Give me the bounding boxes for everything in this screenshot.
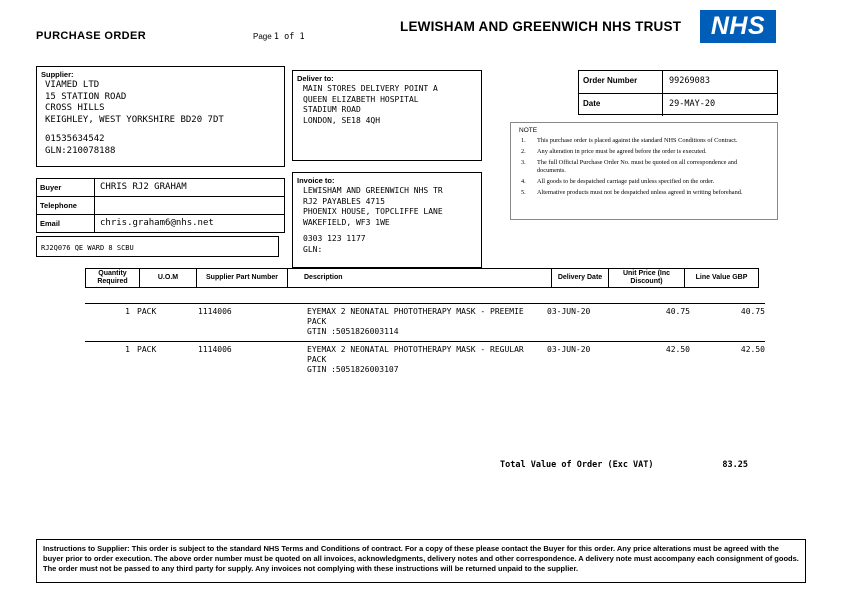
buyer-label: Buyer xyxy=(37,179,95,196)
total-label: Total Value of Order (Exc VAT) xyxy=(500,460,654,470)
order-number-label: Order Number xyxy=(579,71,663,93)
note-item-text: All goods to be despatched carriage paid unless specified on the order. xyxy=(537,177,715,185)
item-description: EYEMAX 2 NEONATAL PHOTOTHERAPY MASK - REGULAR PACK xyxy=(307,345,524,364)
header-quantity: Quantity Required xyxy=(85,268,140,288)
telephone-label: Telephone xyxy=(37,197,95,214)
header-uom: U.O.M xyxy=(139,268,197,288)
supplier-gln: GLN:210078188 xyxy=(45,145,116,156)
buyer-row xyxy=(36,178,285,197)
invoice-line: LEWISHAM AND GREENWICH NHS TR xyxy=(303,186,443,195)
email-value: chris.graham6@nhs.net xyxy=(100,218,214,228)
invoice-gln: GLN: xyxy=(303,244,323,254)
header-line-value: Line Value GBP xyxy=(684,268,759,288)
supplier-label: Supplier: xyxy=(41,70,74,79)
note-box xyxy=(510,122,778,220)
note-item-number: 1. xyxy=(521,137,526,144)
note-item xyxy=(521,178,777,186)
item-gtin: GTIN :5051826003107 xyxy=(307,365,399,374)
item-description: EYEMAX 2 NEONATAL PHOTOTHERAPY MASK - PREEMIE PACK xyxy=(307,307,524,326)
supplier-address-line: CROSS HILLS xyxy=(45,103,105,113)
supplier-address-line: VIAMED LTD xyxy=(45,80,100,90)
page-indicator xyxy=(253,32,305,42)
item-unit-price: 40.75 xyxy=(665,307,690,316)
header-description: Description xyxy=(287,268,552,288)
note-item xyxy=(521,148,777,156)
note-item xyxy=(521,189,777,197)
order-number-value: 99269083 xyxy=(669,76,710,86)
email-row xyxy=(36,214,285,233)
item-description-block xyxy=(307,345,535,375)
deliver-line: LONDON, SE18 4QH xyxy=(303,115,381,125)
page-value: 1 of 1 xyxy=(273,32,305,42)
invoice-line: WAKEFIELD, WF3 1WE xyxy=(303,217,390,227)
header-part-number: Supplier Part Number xyxy=(196,268,288,288)
note-item-text: This purchase order is placed against the standard NHS Conditions of Contract. xyxy=(537,137,738,144)
ward-code-box xyxy=(36,236,279,257)
invoice-to-label: Invoice to: xyxy=(297,176,335,185)
order-date-value: 29-MAY-20 xyxy=(669,99,716,109)
deliver-to-label: Deliver to: xyxy=(297,74,334,83)
item-gtin: GTIN :5051826003114 xyxy=(307,327,399,336)
order-date-row xyxy=(579,94,777,116)
supplier-address-line: KEIGHLEY, WEST YORKSHIRE BD20 7DT xyxy=(45,114,224,125)
note-title: NOTE xyxy=(519,127,538,134)
item-part-number: 1114006 xyxy=(198,345,232,354)
deliver-line: STADIUM ROAD xyxy=(303,105,361,114)
invoice-line: RJ2 PAYABLES 4715 xyxy=(303,196,385,206)
note-item-number: 4. xyxy=(521,177,526,185)
ward-code: RJ2Q076 QE WARD 8 SCBU xyxy=(41,244,134,252)
invoice-to-box xyxy=(292,172,482,268)
note-item-text: Alternative products must not be despatched unless agreed in writing beforehand. xyxy=(537,188,743,196)
note-item-number: 2. xyxy=(521,148,526,156)
header-unit-price: Unit Price (Inc Discount) xyxy=(608,268,685,288)
order-number-row xyxy=(579,71,777,94)
buyer-value: CHRIS RJ2 GRAHAM xyxy=(100,182,187,192)
supplier-instructions-text: Instructions to Supplier: This order is subject to the standard NHS Terms and Conditions of contract. For a copy of these please contact the Buyer for this order. Any price alterations must be agreed with the buyer prior to order execution. The above order number must be quoted on all invoices, acknowledgments, delivery notes and other correspondence. A delivery note must accompany each consignment of goods. The order must not be passed to any third party for supply. Any invoices not complying with these instructions will be returned unpaid to the supplier. xyxy=(43,544,799,573)
note-item-text: The full Official Purchase Order No. must be quoted on all correspondence and documents. xyxy=(537,159,738,174)
note-item-text: Any alteration in price must be agreed before the order is executed. xyxy=(537,148,707,156)
item-quantity: 1 xyxy=(125,345,130,354)
invoice-line: PHOENIX HOUSE, TOPCLIFFE LANE xyxy=(303,207,443,216)
trust-name: LEWISHAM AND GREENWICH NHS TRUST xyxy=(400,19,682,34)
page-label: Page xyxy=(253,32,272,41)
item-delivery-date: 03-JUN-20 xyxy=(547,345,591,354)
item-quantity: 1 xyxy=(125,307,130,316)
supplier-phone: 01535634542 xyxy=(45,134,105,144)
deliver-to-box xyxy=(292,70,482,161)
document-title: PURCHASE ORDER xyxy=(36,30,147,42)
supplier-instructions-box xyxy=(36,539,806,583)
supplier-address-line: 15 STATION ROAD xyxy=(45,91,127,102)
table-row xyxy=(85,303,765,341)
note-item-number: 5. xyxy=(521,188,526,196)
item-uom: PACK xyxy=(137,345,157,354)
note-item xyxy=(521,137,777,145)
deliver-line: QUEEN ELIZABETH HOSPITAL xyxy=(303,94,419,104)
item-uom: PACK xyxy=(137,307,157,316)
order-info-table xyxy=(578,70,778,115)
header-delivery-date: Delivery Date xyxy=(551,268,609,288)
email-label: Email xyxy=(37,215,95,232)
item-unit-price: 42.50 xyxy=(665,345,690,354)
deliver-line: MAIN STORES DELIVERY POINT A xyxy=(303,84,438,93)
invoice-phone: 0303 123 1177 xyxy=(303,234,366,243)
item-delivery-date: 03-JUN-20 xyxy=(547,307,591,316)
note-item xyxy=(521,159,777,174)
telephone-row xyxy=(36,196,285,215)
nhs-logo: NHS xyxy=(700,10,776,43)
item-part-number: 1114006 xyxy=(198,307,232,316)
supplier-box xyxy=(36,66,285,167)
table-row xyxy=(85,341,765,379)
note-item-number: 3. xyxy=(521,159,526,167)
order-date-label: Date xyxy=(579,94,663,116)
total-value: 83.25 xyxy=(722,460,748,470)
item-description-block xyxy=(307,307,535,337)
items-table-header xyxy=(85,268,765,288)
item-line-value: 42.50 xyxy=(740,345,765,354)
item-line-value: 40.75 xyxy=(740,307,765,316)
order-total-row xyxy=(85,460,765,472)
